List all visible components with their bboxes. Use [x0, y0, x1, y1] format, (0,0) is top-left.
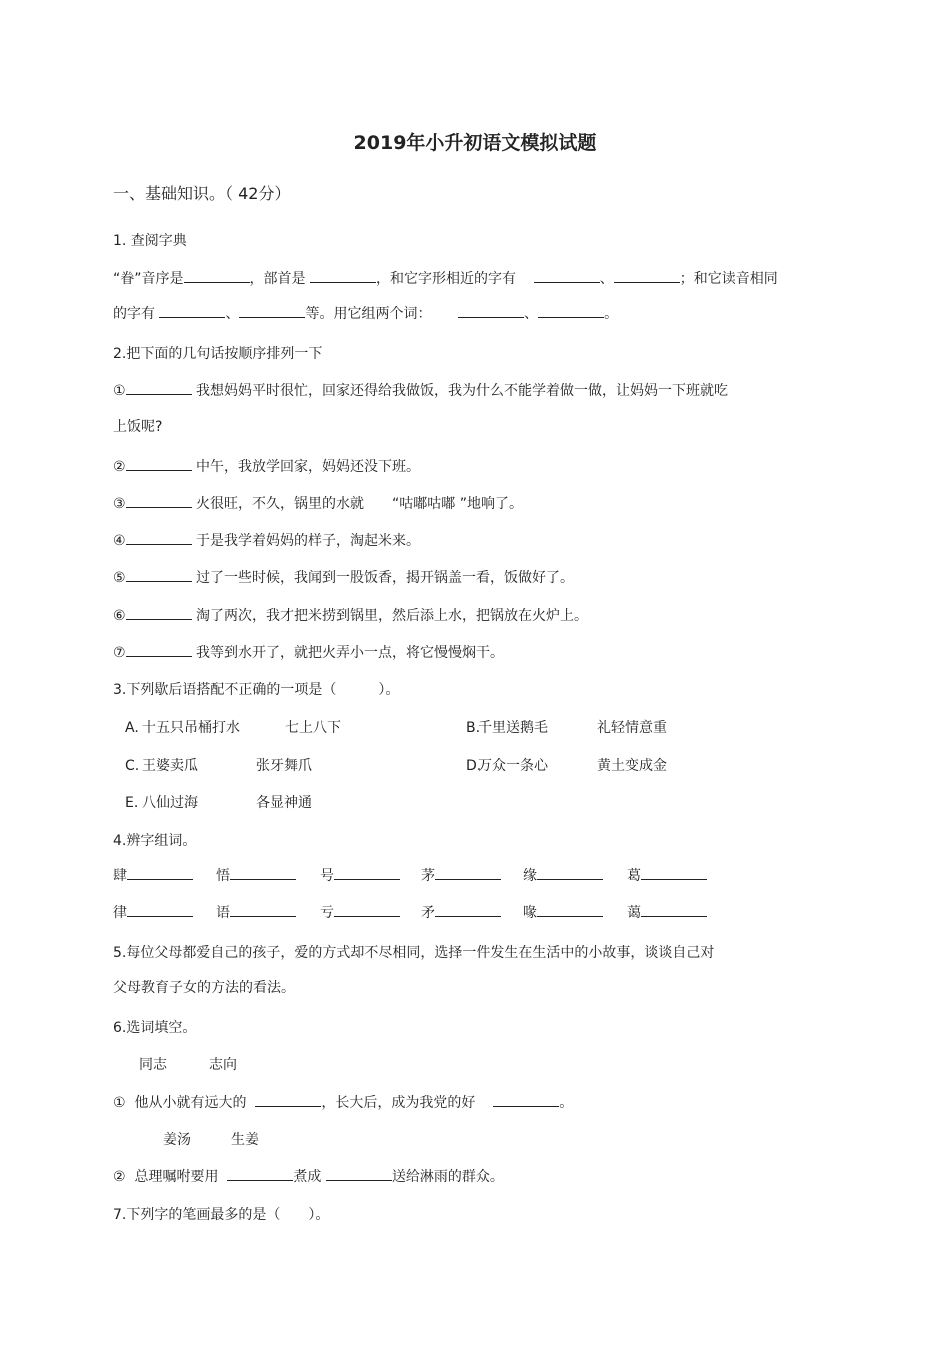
q2-item-5: ⑤ 过了一些时候，我闻到一股饭香，揭开锅盖一看，饭做好了。	[113, 570, 575, 586]
option-e-label[interactable]: E.	[125, 795, 139, 811]
option-c-label[interactable]: C.	[125, 758, 140, 774]
fill-blank[interactable]	[184, 270, 250, 283]
word-blank[interactable]	[435, 904, 501, 917]
char-item: 葛	[627, 867, 707, 885]
option-b-text: 千里送鹅毛	[478, 720, 548, 736]
char-item: 语	[216, 904, 296, 922]
char-item: 缘	[523, 867, 603, 885]
page-title: 2019年小升初语文模拟试题	[353, 132, 597, 154]
q2-heading: 2.把下面的几句话按顺序排列一下	[113, 346, 323, 362]
fill-blank[interactable]	[538, 305, 604, 318]
fill-blank[interactable]	[227, 1168, 293, 1181]
q4-heading: 4.辨字组词。	[113, 833, 197, 849]
order-blank[interactable]	[126, 532, 192, 545]
char-item: 蔼	[627, 904, 707, 922]
fill-blank[interactable]	[255, 1094, 321, 1107]
order-blank[interactable]	[126, 607, 192, 620]
order-blank[interactable]	[126, 569, 192, 582]
option-b-label[interactable]: B.	[466, 720, 481, 736]
order-blank[interactable]	[126, 458, 192, 471]
char-item: 喙	[523, 904, 603, 922]
word-blank[interactable]	[537, 904, 603, 917]
q6-heading: 6.选词填空。	[113, 1020, 197, 1036]
fill-blank[interactable]	[534, 270, 600, 283]
order-blank[interactable]	[126, 495, 192, 508]
q2-item-3: ③ 火很旺，不久，锅里的水就 “咕嘟咕嘟 ”地响了。	[113, 496, 523, 512]
word-blank[interactable]	[334, 867, 400, 880]
q2-item-4: ④ 于是我学着妈妈的样子，淘起米来。	[113, 533, 421, 549]
q2-item-1-cont: 上饭呢?	[113, 419, 163, 435]
option-d-text: 万众一条心	[478, 758, 548, 774]
q3-heading: 3.下列歇后语搭配不正确的一项是（ ）。	[113, 682, 400, 698]
word-blank[interactable]	[537, 867, 603, 880]
option-e-text: 八仙过海	[142, 795, 198, 811]
order-blank[interactable]	[126, 382, 192, 395]
option-e-answer: 各显神通	[256, 795, 312, 811]
word-choice: 姜汤	[163, 1132, 191, 1148]
fill-blank[interactable]	[326, 1168, 392, 1181]
fill-blank[interactable]	[239, 305, 305, 318]
order-blank[interactable]	[126, 644, 192, 657]
q2-item-1: ① 我想妈妈平时很忙，回家还得给我做饭，我为什么不能学着做一做，让妈妈一下班就吃	[113, 383, 729, 399]
word-blank[interactable]	[435, 867, 501, 880]
q2-item-2: ② 中午，我放学回家，妈妈还没下班。	[113, 459, 421, 475]
char-item: 号	[320, 867, 400, 885]
q7-heading: 7.下列字的笔画最多的是（ ）。	[113, 1207, 330, 1223]
option-d-answer: 黄土变成金	[597, 758, 667, 774]
word-choice: 同志	[139, 1057, 167, 1073]
q2-item-6: ⑥ 淘了两次，我才把米捞到锅里，然后添上水，把锅放在火炉上。	[113, 608, 589, 624]
option-a-text: 十五只吊桶打水	[142, 720, 240, 736]
char-item: 悟	[216, 867, 296, 885]
fill-blank[interactable]	[614, 270, 680, 283]
word-choice: 生姜	[231, 1132, 259, 1148]
q1-line1: “眷”音序是 ，部首是 ，和它字形相近的字有 、 ；和它读音相同	[113, 271, 778, 287]
q5-line1: 5.每位父母都爱自己的孩子，爱的方式却不尽相同，选择一件发生在生活中的小故事，谈谈自己对	[113, 945, 715, 961]
option-b-answer: 礼轻情意重	[597, 720, 667, 736]
q6-sentence-1: ① 他从小就有远大的 ，长大后，成为我党的好 。	[113, 1095, 574, 1111]
word-blank[interactable]	[334, 904, 400, 917]
word-blank[interactable]	[641, 867, 707, 880]
q5-line2: 父母教育子女的方法的看法。	[113, 980, 295, 996]
word-blank[interactable]	[230, 904, 296, 917]
section-heading: 一、基础知识。（ 42分）	[113, 184, 291, 203]
fill-blank[interactable]	[493, 1094, 559, 1107]
fill-blank[interactable]	[458, 305, 524, 318]
q2-item-7: ⑦ 我等到水开了，就把火弄小一点，将它慢慢焖干。	[113, 645, 505, 661]
char-item: 律	[113, 904, 193, 922]
char-item: 茅	[421, 867, 501, 885]
word-blank[interactable]	[641, 904, 707, 917]
option-c-text: 王婆卖瓜	[142, 758, 198, 774]
word-blank[interactable]	[127, 867, 193, 880]
char-item: 矛	[421, 904, 501, 922]
char-item: 肆	[113, 867, 193, 885]
word-blank[interactable]	[230, 867, 296, 880]
option-d-label[interactable]: D.	[466, 758, 482, 774]
fill-blank[interactable]	[310, 270, 376, 283]
option-a-label[interactable]: A.	[125, 720, 139, 736]
option-c-answer: 张牙舞爪	[256, 758, 312, 774]
q1-heading: 1. 查阅字典	[113, 233, 187, 249]
q1-line2: 的字有 、 等。用它组两个词： 、 。	[113, 306, 619, 322]
char-item: 亏	[320, 904, 400, 922]
word-choice: 志向	[209, 1057, 237, 1073]
fill-blank[interactable]	[159, 305, 225, 318]
option-a-answer: 七上八下	[285, 720, 341, 736]
q6-sentence-2: ② 总理嘱咐要用 煮成 送给淋雨的群众。	[113, 1169, 504, 1185]
word-blank[interactable]	[127, 904, 193, 917]
